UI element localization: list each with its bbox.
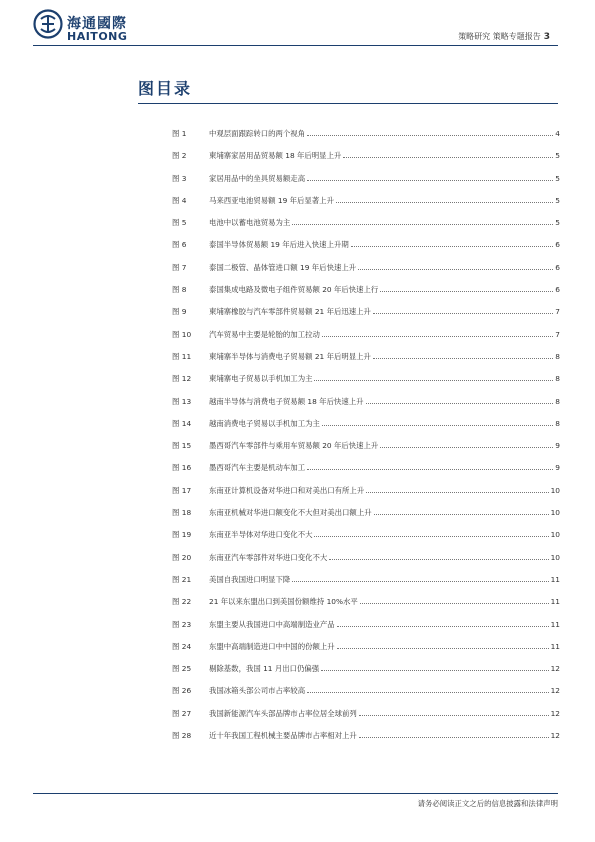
figure-page-number: 12 (550, 708, 560, 718)
figure-caption: 东南亚汽车零部件对华进口变化不大 (209, 552, 328, 562)
figure-number: 图 11 (172, 351, 192, 361)
figure-list (172, 128, 560, 752)
figure-list-item[interactable] (172, 284, 560, 306)
figure-page-number: 11 (550, 619, 560, 629)
figure-number: 图 20 (172, 552, 192, 562)
figure-number: 图 17 (172, 485, 192, 495)
figure-caption: 东南亚半导体对华进口变化不大 (209, 530, 313, 540)
dot-leader (314, 531, 548, 537)
figure-caption: 21 年以来东盟出口到美国份额维持 10%水平 (209, 597, 358, 607)
figure-list-item[interactable] (172, 596, 560, 618)
figure-number: 图 12 (172, 374, 192, 384)
figure-number: 图 26 (172, 686, 192, 696)
logo-chinese-text: 海通國際 (67, 16, 127, 32)
figure-list-item[interactable] (172, 306, 560, 328)
figure-list-item[interactable] (172, 663, 560, 685)
figure-page-number: 5 (555, 195, 560, 205)
figure-caption: 泰国半导体贸易额 19 年后进入快速上升期 (209, 240, 349, 250)
dot-leader (380, 442, 553, 448)
figure-page-number: 5 (555, 173, 560, 183)
figure-page-number: 4 (555, 129, 560, 138)
figure-list-item[interactable] (172, 552, 560, 574)
figure-list-item[interactable] (172, 507, 560, 529)
figure-caption: 东南亚机械对华进口额变化不大但对美出口额上升 (209, 508, 372, 518)
dot-leader (380, 286, 553, 292)
figure-number: 图 13 (172, 396, 192, 406)
figure-list-item[interactable] (172, 217, 560, 239)
figure-page-number: 10 (550, 552, 560, 562)
figure-page-number: 8 (555, 418, 560, 428)
figure-list-item[interactable] (172, 239, 560, 261)
figure-list-item[interactable] (172, 641, 560, 663)
figure-number: 图 19 (172, 530, 192, 540)
dot-leader (322, 420, 553, 426)
figure-caption: 家居用品中的坐具贸易额走高 (209, 173, 306, 183)
dot-leader (336, 197, 553, 203)
figure-list-item[interactable] (172, 351, 560, 373)
haitong-logo-icon (33, 9, 63, 39)
figure-number: 图 27 (172, 708, 192, 718)
figure-page-number: 10 (550, 485, 560, 495)
figure-list-item[interactable] (172, 128, 560, 150)
figure-caption: 马来西亚电池贸易额 19 年后显著上升 (209, 195, 334, 205)
figure-list-item[interactable] (172, 440, 560, 462)
figure-caption: 越南半导体与消费电子贸易额 18 年后快速上升 (209, 396, 364, 406)
dot-leader (307, 464, 553, 470)
figure-number: 图 21 (172, 574, 192, 584)
figure-page-number: 12 (550, 686, 560, 696)
figure-list-item[interactable] (172, 329, 560, 351)
dot-leader (337, 621, 549, 627)
figure-list-item[interactable] (172, 730, 560, 752)
figure-page-number: 6 (555, 285, 560, 295)
dot-leader (359, 732, 549, 738)
figure-caption: 泰国集成电路及微电子组件贸易额 20 年后快速上行 (209, 285, 379, 295)
figure-page-number: 5 (555, 218, 560, 228)
figure-caption: 中观层面跟踪转口的两个视角 (209, 129, 306, 138)
figure-number: 图 14 (172, 418, 192, 428)
haitong-logo (33, 9, 133, 45)
figure-page-number: 5 (555, 151, 560, 161)
figure-caption: 剔除基数，我国 11 月出口仍偏强 (209, 664, 320, 674)
figure-number: 图 7 (172, 262, 187, 272)
figure-caption: 泰国二极管、晶体管进口额 19 年后快速上升 (209, 262, 357, 272)
figure-caption: 墨西哥汽车零部件与乘用车贸易额 20 年后快速上升 (209, 441, 379, 451)
figure-number: 图 8 (172, 285, 187, 295)
dot-leader (360, 598, 549, 604)
figure-caption: 柬埔寨家居用品贸易额 18 年后明显上升 (209, 151, 342, 161)
dot-leader (366, 487, 548, 493)
figure-list-item[interactable] (172, 485, 560, 507)
figure-page-number: 6 (555, 262, 560, 272)
dot-leader (366, 398, 554, 404)
figure-list-item[interactable] (172, 529, 560, 551)
figure-page-number: 7 (555, 307, 560, 317)
figure-page-number: 12 (550, 664, 560, 674)
figure-caption: 柬埔寨橡胶与汽车零部件贸易额 21 年后迅速上升 (209, 307, 371, 317)
figure-number: 图 10 (172, 329, 192, 339)
figure-page-number: 9 (555, 463, 560, 473)
dot-leader (373, 353, 553, 359)
figure-list-item[interactable] (172, 462, 560, 484)
dot-leader (307, 687, 549, 693)
figure-page-number: 10 (550, 508, 560, 518)
figure-page-number: 11 (550, 574, 560, 584)
figure-list-item[interactable] (172, 396, 560, 418)
figure-number: 图 25 (172, 664, 192, 674)
header-section-label (458, 31, 550, 42)
figure-list-item[interactable] (172, 574, 560, 596)
figure-number: 图 22 (172, 597, 192, 607)
dot-leader (359, 710, 549, 716)
figure-caption: 东盟中高端制造进口中中国的份额上升 (209, 641, 335, 651)
dot-leader (321, 665, 548, 671)
figure-number: 图 15 (172, 441, 192, 451)
figure-number: 图 9 (172, 307, 187, 317)
figure-number: 图 23 (172, 619, 192, 629)
figure-page-number: 6 (555, 240, 560, 250)
figure-page-number: 10 (550, 530, 560, 540)
dot-leader (292, 576, 548, 582)
figure-caption: 墨西哥汽车主要是机动车加工 (209, 463, 306, 473)
figure-number: 图 1 (172, 129, 187, 138)
dot-leader (337, 643, 549, 649)
dot-leader (314, 375, 553, 381)
figure-list-item[interactable] (172, 619, 560, 641)
figure-number: 图 2 (172, 151, 187, 161)
title-divider (138, 103, 558, 104)
figure-list-item[interactable] (172, 150, 560, 172)
dot-leader (358, 264, 553, 270)
figure-caption: 东盟主要从我国进口中高端制造业产品 (209, 619, 335, 629)
figure-list-item[interactable] (172, 195, 560, 217)
figure-caption: 东南亚计算机设备对华进口和对美出口有所上升 (209, 485, 365, 495)
figure-caption: 柬埔寨半导体与消费电子贸易额 21 年后明显上升 (209, 351, 371, 361)
figure-number: 图 3 (172, 173, 187, 183)
figure-list-item[interactable] (172, 418, 560, 440)
dot-leader (351, 241, 554, 247)
figure-list-item[interactable] (172, 173, 560, 195)
footer-divider (33, 793, 558, 794)
figure-page-number: 11 (550, 597, 560, 607)
figure-page-number: 7 (555, 329, 560, 339)
footer-disclaimer: 请务必阅读正文之后的信息披露和法律声明 (417, 799, 558, 808)
dot-leader (292, 219, 553, 225)
dot-leader (374, 509, 549, 515)
dot-leader (307, 175, 553, 181)
figure-page-number: 11 (550, 641, 560, 651)
figure-caption: 我国冰箱头部公司市占率较高 (209, 686, 306, 696)
figure-number: 图 16 (172, 463, 192, 473)
figure-page-number: 8 (555, 351, 560, 361)
figure-list-item[interactable] (172, 373, 560, 395)
figure-number: 图 28 (172, 731, 192, 741)
report-category: 策略研究 策略专题报告 (458, 32, 541, 41)
figure-list-item[interactable] (172, 708, 560, 730)
figure-caption: 电池中以蓄电池贸易为主 (209, 218, 291, 228)
figure-number: 图 18 (172, 508, 192, 518)
figure-caption: 美国自我国进口明显下降 (209, 574, 291, 584)
figure-page-number: 8 (555, 374, 560, 384)
figure-number: 图 4 (172, 195, 187, 205)
figure-number: 图 5 (172, 218, 187, 228)
page-number: 3 (543, 32, 550, 42)
figure-number: 图 6 (172, 240, 187, 250)
dot-leader (307, 130, 553, 136)
figure-list-item[interactable] (172, 685, 560, 707)
figure-caption: 我国新能源汽车头部品牌市占率位居全球前列 (209, 708, 357, 718)
figure-number: 图 24 (172, 641, 192, 651)
dot-leader (343, 152, 553, 158)
dot-leader (329, 554, 548, 560)
figure-page-number: 8 (555, 396, 560, 406)
figure-caption: 柬埔寨电子贸易以手机加工为主 (209, 374, 313, 384)
figure-list-title: 图目录 (138, 79, 193, 98)
figure-page-number: 12 (550, 731, 560, 741)
header-divider (33, 45, 558, 46)
figure-caption: 越南消费电子贸易以手机加工为主 (209, 418, 320, 428)
dot-leader (373, 308, 553, 314)
figure-list-item[interactable] (172, 262, 560, 284)
logo-english-text: HAITONG (67, 30, 128, 43)
figure-caption: 汽车贸易中主要是轮胎的加工拉动 (209, 329, 320, 339)
figure-caption: 近十年我国工程机械主要品牌市占率相对上升 (209, 731, 357, 741)
figure-page-number: 9 (555, 441, 560, 451)
dot-leader (322, 331, 553, 337)
